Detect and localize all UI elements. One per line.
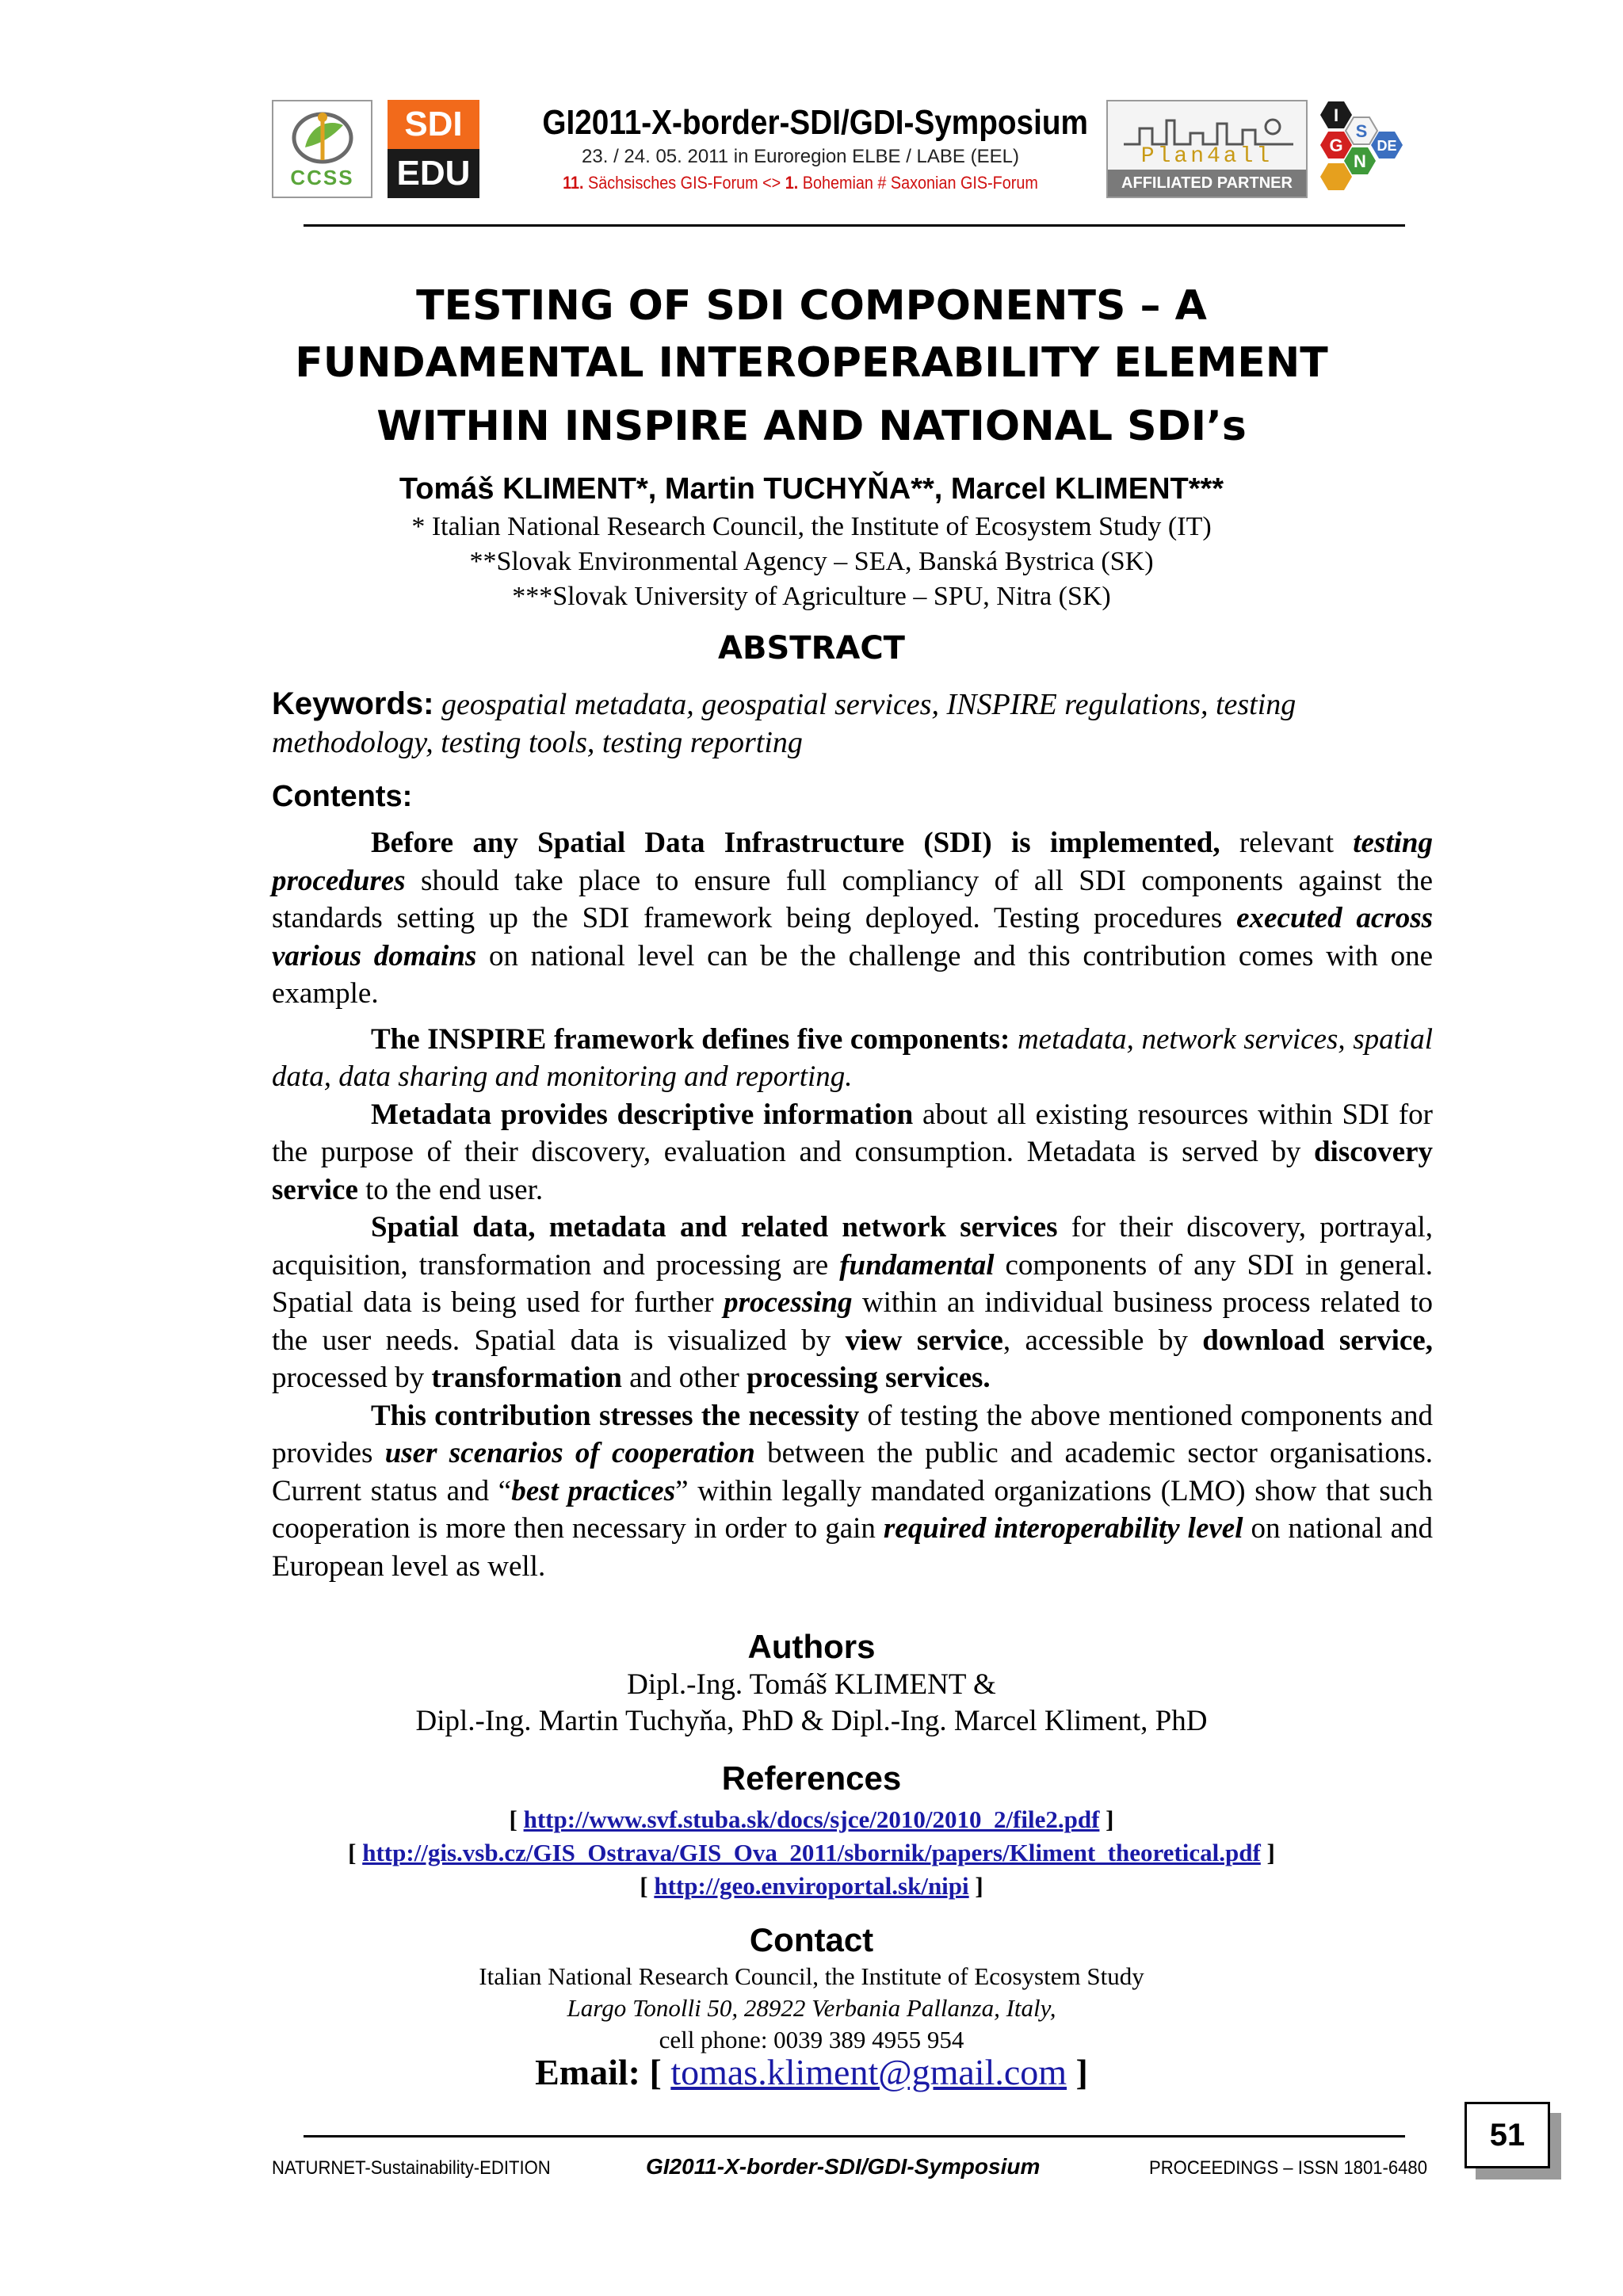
contents-label: Contents: — [272, 780, 413, 813]
p5-emph-1: user scenarios of cooperation — [384, 1437, 755, 1469]
hexagon-cluster-icon — [1317, 100, 1428, 198]
affiliation-1: * Italian National Research Council, the Institute of Ecosystem Study (IT) — [411, 512, 1212, 541]
authors-heading: Authors — [747, 1628, 876, 1665]
reference-link-2[interactable]: http://gis.vsb.cz/GIS_Ostrava/GIS_Ova_2011/sbornik/papers/Kliment_theoretical.pdf — [362, 1839, 1261, 1866]
footer-symposium: GI2011-X-border-SDI/GDI-Symposium — [646, 2154, 1041, 2179]
reference-link-3[interactable]: http://geo.enviroportal.sk/nipi — [654, 1872, 969, 1900]
skyline-icon — [1124, 109, 1293, 149]
paper-authors: Tomáš KLIMENT*, Martin TUCHYŇA**, Marcel KLIMENT*** — [399, 472, 1224, 506]
paragraph-4 — [272, 1209, 1433, 1397]
keywords-text: geospatial metadata, geospatial services, INSPIRE regulations, testing methodology, testing tools, testing reporting — [272, 688, 1296, 759]
p1-text-1: relevant — [1220, 827, 1354, 859]
paragraph-2 — [272, 1021, 1433, 1096]
sdi-edu-logo — [388, 100, 479, 198]
email-label: Email: [ — [535, 2052, 671, 2092]
p4-text-6: and other — [621, 1362, 747, 1394]
ccss-logo — [272, 100, 372, 198]
keywords-block — [272, 685, 1433, 762]
ccss-logo-text: CCSS — [290, 166, 354, 189]
keywords-label: Keywords: — [272, 686, 434, 721]
p3-text-1: about all existing resources within SDI for the purpose of their discovery, evaluation and consumption. Metadata is served by — [272, 1098, 1433, 1168]
p2-italic-1: metadata, network services, spatial data, data sharing and monitoring and reporting. — [272, 1022, 1433, 1093]
plan4all-logo — [1106, 100, 1308, 198]
page-number-box — [1465, 2102, 1560, 2168]
page-number: 51 — [1465, 2102, 1550, 2168]
p5-emph-3: required interoperability level — [883, 1512, 1243, 1545]
paper-title-line-1: TESTING OF SDI COMPONENTS – A — [416, 282, 1207, 330]
affiliation-3: ***Slovak University of Agriculture – SPU, Nitra (SK) — [512, 582, 1111, 611]
reference-1: [ http://www.svf.stuba.sk/docs/sjce/2010/2010_2/file2.pdf ] — [509, 1805, 1114, 1833]
p4-bold-1: Spatial data, metadata and related network services — [371, 1211, 1058, 1244]
hex-letter-g: G — [1329, 136, 1343, 155]
paper-title-line-3: WITHIN INSPIRE AND NATIONAL SDI’s — [376, 403, 1247, 450]
hex-letter-de: DE — [1377, 138, 1397, 154]
affiliation-2: **Slovak Environmental Agency – SEA, Banská Bystrica (SK) — [469, 547, 1154, 576]
p4-bold-2: view service — [845, 1324, 1003, 1357]
p5-text-3: ” within legally mandated organizations (LMO) show that such cooperation is more then necessary in order to gain — [272, 1474, 1434, 1545]
p4-bold-5: processing services. — [747, 1362, 991, 1394]
reference-link-1[interactable]: http://www.svf.stuba.sk/docs/sjce/2010/2010_2/file2.pdf — [523, 1805, 1100, 1833]
symposium-date: 23. / 24. 05. 2011 in Euroregion ELBE / LABE (EEL) — [582, 146, 1019, 167]
p4-text-1: for their discovery, portrayal, acquisition, transformation and processing are — [272, 1211, 1434, 1282]
p4-bold-4: transformation — [431, 1362, 622, 1394]
p5-text-4: on national and European level as well. — [272, 1512, 1434, 1583]
contact-phone: cell phone: 0039 389 4955 954 — [659, 2026, 964, 2053]
plan4all-name: Plan4all — [1140, 144, 1274, 169]
hex-letter-n: N — [1354, 151, 1366, 171]
authors-line-1: Dipl.-Ing. Tomáš KLIMENT & — [627, 1668, 996, 1701]
p4-text-3: within an individual business process related to the user needs. Spatial data is visualized by — [272, 1286, 1433, 1357]
p4-text-5: processed by — [272, 1362, 432, 1394]
hex-letter-s: S — [1355, 121, 1368, 141]
sdi-logo-top: SDI — [388, 100, 479, 149]
abstract-body — [272, 824, 1433, 1585]
footer-edition: NATURNET-Sustainability-EDITION — [272, 2157, 551, 2179]
p3-bold-2: discovery service — [272, 1136, 1433, 1206]
contact-institution: Italian National Research Council, the Institute of Ecosystem Study — [479, 1962, 1144, 1990]
paper-title-line-2: FUNDAMENTAL INTEROPERABILITY ELEMENT — [295, 339, 1328, 387]
authors-line-2: Dipl.-Ing. Martin Tuchyňa, PhD & Dipl.-Ing. Marcel Kliment, PhD — [415, 1705, 1208, 1737]
symposium-title: GI2011-X-border-SDI/GDI-Symposium — [542, 103, 1088, 142]
forum-name-2: Bohemian # Saxonian GIS-Forum — [798, 173, 1038, 193]
igns-hexagon-logo — [1317, 100, 1428, 198]
p4-text-4: , accessible by — [1002, 1324, 1203, 1357]
paragraph-5 — [272, 1397, 1433, 1586]
p1-bold-1: Before any Spatial Data Infrastructure (SDI) is implemented, — [371, 827, 1220, 859]
p5-emph-2: best practices — [511, 1474, 676, 1507]
contact-heading: Contact — [749, 1921, 874, 1958]
p1-emph-2: executed across various domains — [272, 902, 1434, 972]
p3-text-2: to the end user. — [357, 1173, 544, 1206]
email-close: ] — [1067, 2052, 1088, 2092]
globe-leaf-icon — [273, 101, 371, 173]
email-link[interactable]: tomas.kliment@gmail.com — [670, 2052, 1067, 2092]
symposium-forum — [537, 173, 1064, 193]
reference-3: [ http://geo.enviroportal.sk/nipi ] — [640, 1872, 983, 1900]
p4-bold-3: download service, — [1202, 1324, 1433, 1357]
forum-number-2: 1. — [785, 173, 799, 193]
p4-emph-2: processing — [724, 1286, 853, 1319]
p5-bold-1: This contribution stresses the necessity — [371, 1399, 860, 1432]
footer-issn: PROCEEDINGS – ISSN 1801-6480 — [1149, 2157, 1427, 2179]
references-heading: References — [721, 1759, 902, 1797]
p5-text-2: between the public and academic sector organisations. Current status and “ — [272, 1437, 1433, 1507]
p5-text-1: of testing the above mentioned components and provides — [272, 1399, 1433, 1469]
reference-2: [ http://gis.vsb.cz/GIS_Ostrava/GIS_Ova_2011/sbornik/papers/Kliment_theoretical.pdf ] — [348, 1839, 1275, 1866]
paragraph-3 — [272, 1096, 1433, 1209]
p3-bold-1: Metadata provides descriptive information — [371, 1098, 914, 1131]
contact-address: Largo Tonolli 50, 28922 Verbania Pallanza, Italy, — [567, 1994, 1056, 2022]
p4-emph-1: fundamental — [839, 1248, 995, 1282]
hex-letter-i: I — [1333, 105, 1339, 125]
contact-email-line — [0, 2051, 1623, 2093]
p4-text-2: components of any SDI in general. Spatial data is being used for further — [272, 1248, 1433, 1319]
affiliated-partner-band: AFFILIATED PARTNER — [1108, 170, 1306, 197]
paragraph-1 — [272, 824, 1433, 1013]
sdi-logo-bottom: EDU — [388, 149, 479, 198]
header-rule — [304, 224, 1405, 227]
p2-bold-1: The INSPIRE framework defines five components: — [371, 1022, 1010, 1056]
p1-emph-1: testing procedures — [272, 827, 1433, 897]
forum-name-1: Sächsisches GIS-Forum <> — [583, 173, 785, 193]
abstract-heading: ABSTRACT — [718, 630, 905, 667]
footer-rule — [304, 2135, 1405, 2137]
p1-text-2: should take place to ensure full compliancy of all SDI components against the standards setting up the SDI framework being deployed. Testing procedures — [272, 864, 1433, 934]
forum-number-1: 11. — [563, 173, 584, 193]
p1-text-3: on national level can be the challenge and this contribution comes with one example. — [272, 939, 1433, 1010]
